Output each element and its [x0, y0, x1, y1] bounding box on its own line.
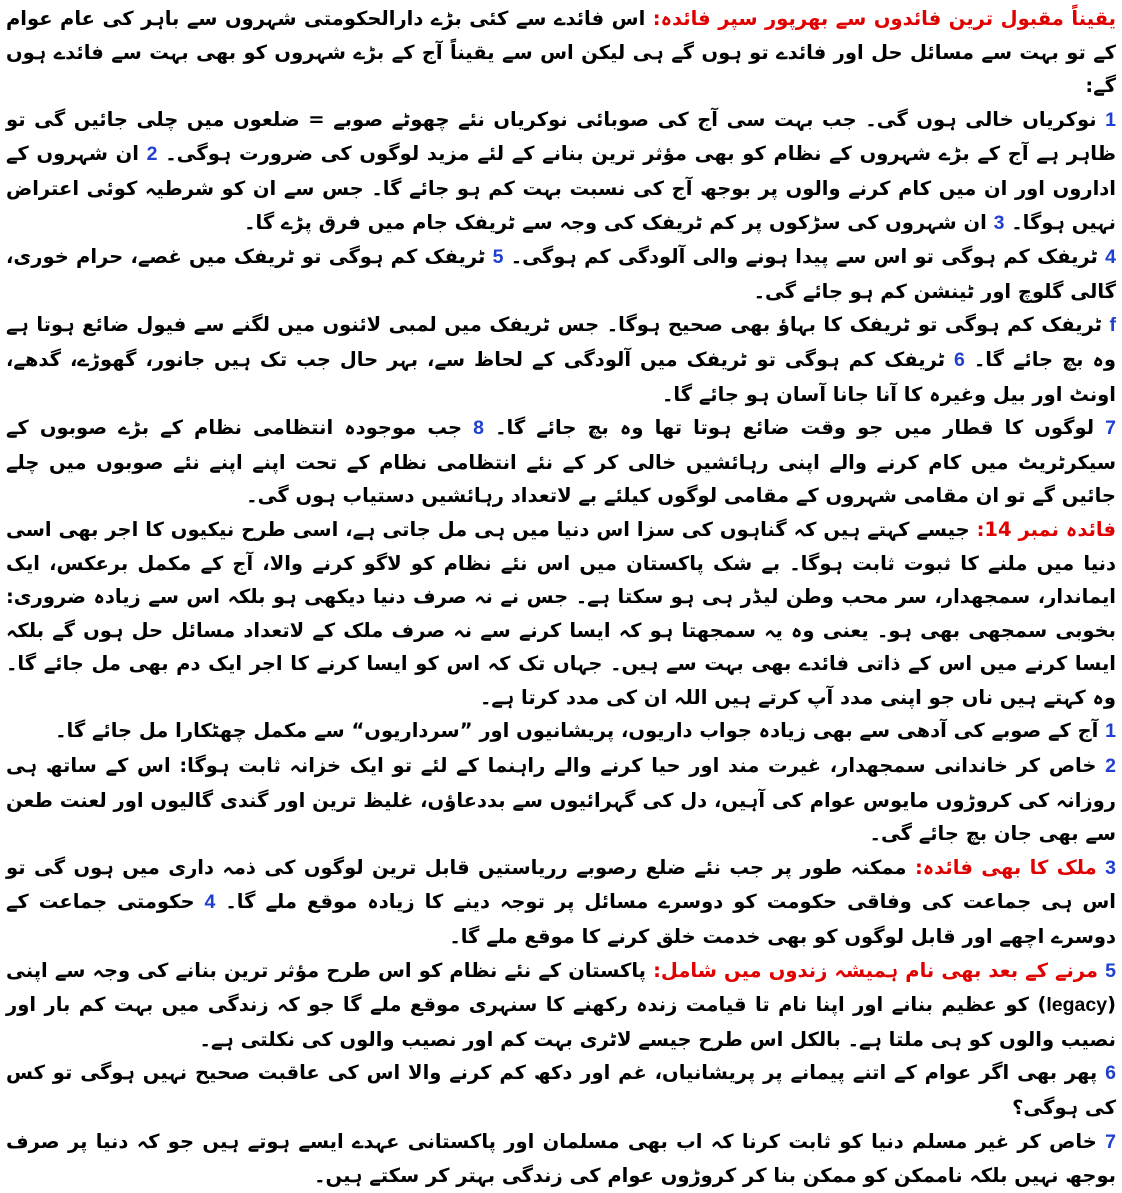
item-text: ٹریفک کم ہوگی تو اس سے پیدا ہونے والی آلودگی کم ہوگی۔: [503, 245, 1106, 269]
item-number: 1: [1105, 108, 1116, 131]
item-number: 8: [473, 417, 484, 440]
benefit-14-item-5: [6, 954, 1116, 1057]
benefit-14-item-6: [6, 1056, 1116, 1124]
item-text: لوگوں کا قطار میں جو وقت ضائع ہوتا تھا وہ بچ جائے گا۔: [483, 416, 1106, 440]
item-number: 4: [204, 891, 216, 914]
benefit-paragraph-2: [6, 240, 1116, 308]
benefit-14-heading: فائدہ نمبر 14:: [976, 517, 1116, 541]
item-number: 7: [1105, 1130, 1116, 1153]
item-text: ممکنہ طور پر جب نئے ضلع رصوبے رریاستیں قابل ترین لوگوں کی ذمہ داری میں ہوں گی تو اس ہی جماعت کی وفاقی حکومت کو دوسرے مسائل پر توجہ دینے کا زیادہ موقع ملے گا۔: [6, 855, 1116, 914]
item-number: 2: [1105, 755, 1116, 778]
benefit-14-item-7: [6, 1125, 1116, 1193]
item-text: خاص کر غیر مسلم دنیا کو ثابت کرنا کہ اب بھی مسلمان اور پاکستانی عہدے ایسے ہوتے ہیں جو کہ دنیا پر صرف بوجھ نہیں بلکہ ناممکن کو ممکن بنا کر کروڑوں عوام کی زندگی بہتر کر سکتے ہیں۔: [6, 1129, 1116, 1188]
item-number: 3: [1105, 856, 1116, 879]
item-number: 7: [1105, 417, 1116, 440]
country-benefit-heading: ملک کا بھی فائدہ:: [914, 855, 1106, 879]
item-text: ان شہروں کی سڑکوں پر کم ٹریفک کی وجہ سے ٹریفک جام میں فرق پڑے گا۔: [244, 210, 994, 234]
item-text: پاکستان کے نئے نظام کو اس طرح مؤثر ترین بنانے کی وجہ سے اپنی (: [6, 958, 1116, 1017]
item-text: جیسے کہتے ہیں کہ گناہوں کی سزا اس دنیا میں ہی مل جاتی ہے، اسی طرح نیکیوں کا اجر بھی اسی دنیا میں ملنے کا ثبوت ثابت ہوگا۔ بے شک پاکستان میں اس نئے نظام کو لاگو کرنے والا، آج کے مکمل برعکس، ایک ایماندار، سمجھدار، سر محب وطن لیڈر ہی ہو سکتا ہے۔ جس نے نہ صرف دنیا دیکھی ہو بلکہ اس سے زیادہ ضروری: بخوبی سمجھی بھی ہو۔ یعنی وہ یہ سمجھتا ہو کہ ایسا کرنے سے نہ صرف ملک کے لاتعداد مسائل حل ہوں گے بلکہ ایسا کرنے میں اس کے ذاتی فائدے بھی بہت سے ہیں۔ جہاں تک کہ اس کو ایسا کرنے کا اجر ایک دم بھی مل جائے گا۔ وہ کہتے ہیں ناں جو اپنی مدد آپ کرتے ہیں اللہ ان کی مدد کرتا ہے۔: [6, 517, 1116, 709]
item-text: ٹریفک کم ہوگی تو ٹریفک میں آلودگی کے لحاظ سے، بہر حال جب تک ہیں جانور، گھوڑے، گدھے، اونٹ اور بیل وغیرہ کا آنا جانا آسان ہو جائے گا۔: [6, 347, 1116, 406]
legacy-word: legacy: [1046, 994, 1108, 1017]
item-number: 3: [993, 211, 1005, 234]
benefit-14-item-3: [6, 851, 1116, 954]
item-number: 6: [954, 348, 965, 371]
item-text: نوکریاں خالی ہوں گی۔ جب بہت سی آج کی صوبائی نوکریاں نئے چھوٹے صوبے = ضلعوں میں چلی جائیں گی تو ظاہر ہے آج کے بڑے شہروں کے نظام کو بھی مؤثر ترین بنانے کے لئے مزید لوگوں کی ضرورت ہوگی۔: [6, 107, 1116, 166]
benefit-paragraph-1: [6, 103, 1116, 240]
item-text: ) کو عظیم بنانے اور اپنا نام تا قیامت زندہ رکھنے کا سنہری موقع ملے گا جو کہ زندگی میں بہت کم بار اور نصیب والوں کو ہی ملتا ہے۔ بالکل اس طرح جیسے لاٹری بہت کم اور نصیب والوں کی نکلتی ہے۔: [6, 993, 1116, 1051]
item-number: 2: [146, 143, 158, 166]
benefit-14-item-1: [6, 714, 1116, 749]
item-text: حکومتی جماعت کے دوسرے اچھے اور قابل لوگوں کو بھی خدمت خلق کرنے کا موقع ملے گا۔: [6, 890, 1116, 949]
benefit-paragraph-4: [6, 411, 1116, 513]
intro-heading: یقیناً مقبول ترین فائدوں سے بھرپور سپر فائدہ:: [652, 7, 1117, 30]
intro-text: اس فائدے سے کئی بڑے دارالحکومتی شہروں سے باہر کی عام عوام کے تو بہت سے مسائل حل اور فائدے تو ہوں گے ہی لیکن اس سے یقیناً آج کے بڑے شہروں کو بھی بہت سے فائدے ہوں گے:: [6, 7, 1116, 98]
item-text: ٹریفک کم ہوگی تو ٹریفک کا بہاؤ بھی صحیح ہوگا۔ جس ٹریفک میں لمبی لائنوں میں لگنے سے فیول ضائع ہوتا ہے وہ بچ جائے گا۔: [6, 313, 1116, 371]
benefit-14-item-2: [6, 749, 1116, 851]
item-text: ان شہروں کے اداروں اور ان میں کام کرنے والوں پر بوجھ آج کی نسبت بہت کم ہو جائے گا۔ جس سے ان کو شرطیہ کوئی اعتراض نہیں ہوگا۔: [6, 142, 1116, 234]
item-text: پھر بھی اگر عوام کے اتنے پیمانے پر پریشانیاں، غم اور دکھ کم کرنے والا اس کی عاقبت صحیح نہیں ہوگی تو کس کی ہوگی؟: [6, 1061, 1116, 1119]
item-text: خاص کر خاندانی سمجھدار، غیرت مند اور حیا کرنے والے راہنما کے لئے تو ایک خزانہ ثابت ہوگا: اس کے ساتھ ہی روزانہ کی کروڑوں مایوس عوام کی آہیں، دل کی گہرائیوں سے بددعاؤں، غلیظ ترین اور گندی گالیوں اور لعنت طعن سے بھی جان بچ جائے گی۔: [6, 754, 1116, 846]
legacy-heading: مرنے کے بعد بھی نام ہمیشہ زندوں میں شامل:: [653, 958, 1106, 982]
item-number: 1: [1105, 720, 1116, 743]
item-number: 5: [492, 246, 504, 269]
item-number: 5: [1105, 959, 1116, 982]
item-text: آج کے صوبے کی آدھی سے بھی زیادہ جواب داریوں، پریشانیوں اور ”سرداریوں“ سے مکمل چھٹکارا مل جائے گا۔: [55, 719, 1106, 743]
item-text: ٹریفک کم ہوگی تو ٹریفک میں غصے، حرام خوری، گالی گلوچ اور ٹینشن کم ہو جائے گی۔: [6, 245, 1116, 303]
intro-paragraph: [6, 2, 1116, 103]
item-number: f: [1109, 314, 1116, 337]
item-number: 4: [1105, 246, 1116, 269]
benefit-paragraph-3: [6, 308, 1116, 411]
item-number: 6: [1105, 1062, 1116, 1085]
item-text: جب موجودہ انتظامی نظام کے بڑے صوبوں کے سیکرٹریٹ میں کام کرنے والے اپنی رہائشیں خالی کر کے نئے انتظامی نظام کے تحت اپنے اپنے نئے صوبوں میں چلے جائیں گے تو ان مقامی شہروں کے مقامی لوگوں کیلئے بے لاتعداد رہائشیں دستیاب ہوں گی۔: [6, 416, 1116, 508]
benefit-14-paragraph: [6, 513, 1116, 715]
